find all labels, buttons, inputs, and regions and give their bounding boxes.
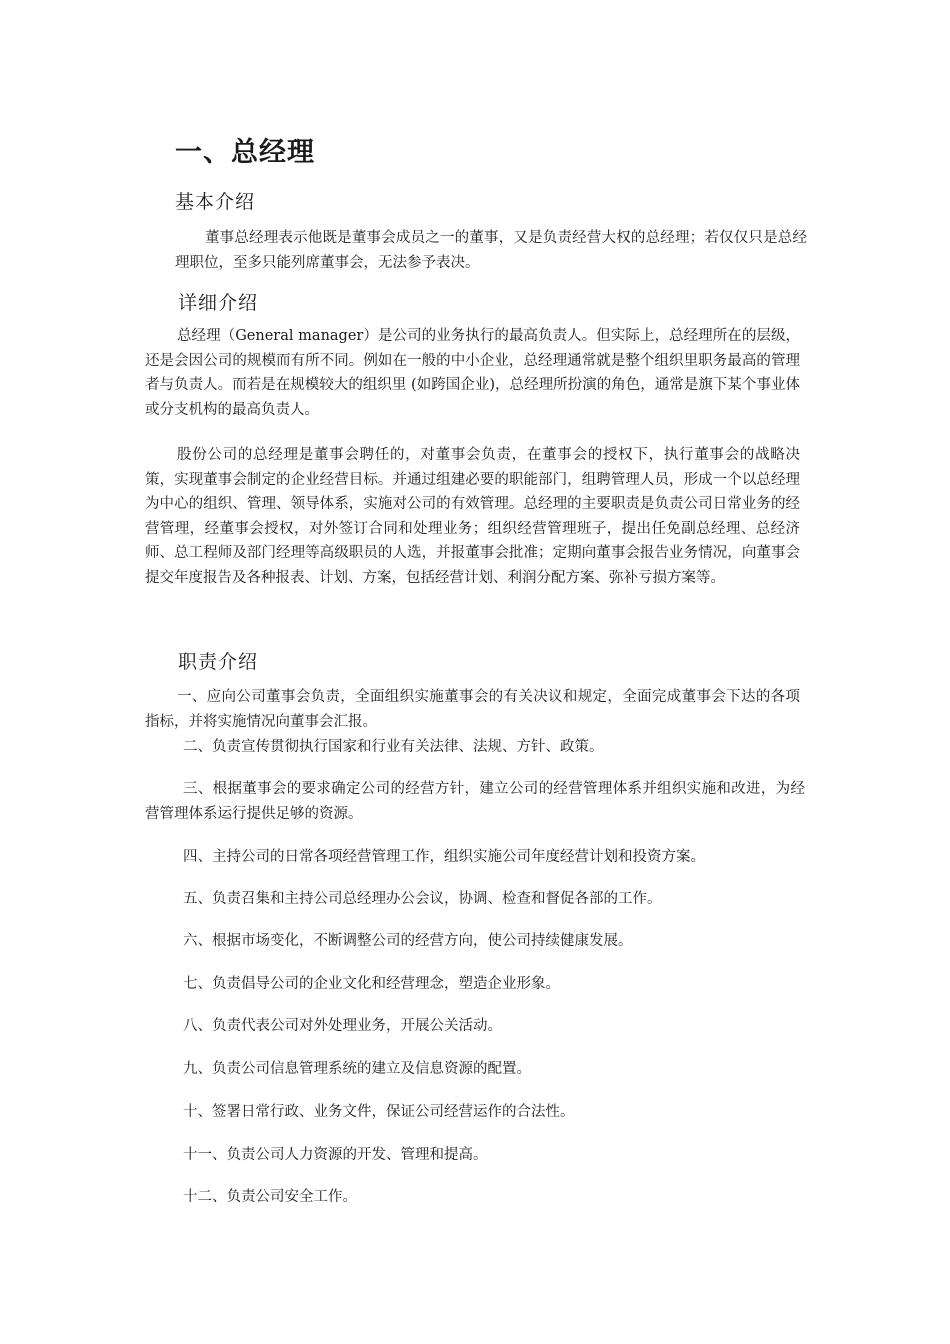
basic-paragraph: 董事总经理表示他既是董事会成员之一的董事，又是负责经营大权的总经理；若仅仅只是总经理职位，至多只能列席董事会，无法参予表决。 — [175, 230, 807, 271]
duty-item-4: 四、主持公司的日常各项经营管理工作，组织实施公司年度经营计划和投资方案。 — [183, 849, 705, 865]
duty-item-7: 七、负责倡导公司的企业文化和经营理念，塑造企业形象。 — [183, 976, 560, 992]
duty-item-11: 十一、负责公司人力资源的开发、管理和提高。 — [183, 1147, 488, 1163]
section-heading-detail: 详细介绍 — [178, 292, 259, 314]
duty-item-2: 二、负责宣传贯彻执行国家和行业有关法律、法规、方针、政策。 — [183, 739, 604, 755]
duty-item-9: 九、负责公司信息管理系统的建立及信息资源的配置。 — [183, 1061, 531, 1077]
section-heading-duties: 职责介绍 — [178, 651, 259, 673]
duty-item-5: 五、负责召集和主持公司总经理办公会议，协调、检查和督促各部的工作。 — [183, 891, 662, 907]
duty-item-3: 三、根据董事会的要求确定公司的经营方针，建立公司的经营管理体系并组织实施和改进，为经营管理体系运行提供足够的资源。 — [145, 781, 805, 822]
duty-item-1: 一、应向公司董事会负责，全面组织实施董事会的有关决议和规定，全面完成董事会下达的各项指标，并将实施情况向董事会汇报。 — [145, 689, 800, 730]
duty-item-6: 六、根据市场变化，不断调整公司的经营方向，使公司持续健康发展。 — [183, 933, 633, 949]
section-heading-basic: 基本介绍 — [175, 191, 256, 213]
detail-paragraph-1: 总经理（General manager）是公司的业务执行的最高负责人。但实际上，总经理所在的层级，还是会因公司的规模而有所不同。例如在一般的中小企业，总经理通常就是整个组织里职务最高的管理者与负责人。而若是在规模较大的组织里 (如跨国企业)，总经理所扮演的角色，通常是旗下某个事业体或分支机构的最高负责人。 — [145, 328, 800, 418]
duty-item-8: 八、负责代表公司对外处理业务，开展公关活动。 — [183, 1018, 502, 1034]
duty-item-10: 十、签署日常行政、业务文件，保证公司经营运作的合法性。 — [183, 1104, 575, 1120]
page-title: 一、总经理 — [175, 137, 315, 168]
duty-item-12: 十二、负责公司安全工作。 — [183, 1189, 357, 1205]
detail-paragraph-2: 股份公司的总经理是董事会聘任的，对董事会负责，在董事会的授权下，执行董事会的战略决策，实现董事会制定的企业经营目标。并通过组建必要的职能部门，组聘管理人员，形成一个以总经理为中心的组织、管理、领导体系，实施对公司的有效管理。总经理的主要职责是负责公司日常业务的经营管理，经董事会授权，对外签订合同和处理业务；组织经营管理班子，提出任免副总经理、总经济师、总工程师及部门经理等高级职员的人选，并报董事会批准；定期向董事会报告业务情况，向董事会提交年度报告及各种报表、计划、方案，包括经营计划、利润分配方案、弥补亏损方案等。 — [145, 447, 800, 586]
